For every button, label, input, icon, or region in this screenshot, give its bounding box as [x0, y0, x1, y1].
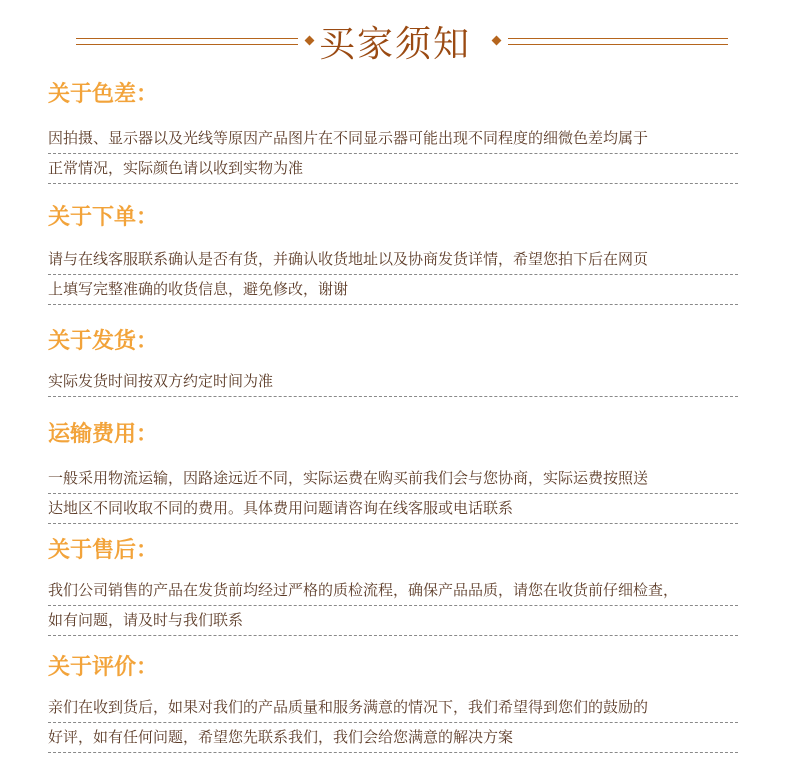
page-header	[0, 12, 790, 72]
section-text-line: 我们公司销售的产品在发货前均经过严格的质检流程，确保产品品质，请您在收货前仔细检查，	[48, 576, 738, 606]
section-shipping	[48, 327, 738, 397]
section-text-line: 正常情况，实际颜色请以收到实物为准	[48, 154, 738, 184]
section-heading: 关于发货：	[48, 329, 159, 354]
section-heading: 关于评价：	[48, 655, 159, 680]
section-heading: 关于色差：	[48, 82, 159, 107]
section-text-line: 好评，如有任何问题，希望您先联系我们，我们会给您满意的解决方案	[48, 723, 738, 753]
section-text-line: 达地区不同收取不同的费用。具体费用问题请咨询在线客服或电话联系	[48, 494, 738, 524]
section-text-line: 因拍摄、显示器以及光线等原因产品图片在不同显示器可能出现不同程度的细微色差均属于	[48, 124, 738, 154]
section-text-line: 请与在线客服联系确认是否有货，并确认收货地址以及协商发货详情，希望您拍下后在网页	[48, 245, 738, 275]
header-right-rule	[508, 38, 728, 45]
section-after-sales	[48, 536, 738, 636]
section-text-line: 一般采用物流运输，因路途远近不同，实际运费在购买前我们会与您协商，实际运费按照送	[48, 464, 738, 494]
section-text-line: 如有问题，请及时与我们联系	[48, 606, 738, 636]
section-color-difference	[48, 80, 738, 184]
section-heading: 关于售后：	[48, 538, 159, 563]
section-text-line: 上填写完整准确的收货信息，避免修改，谢谢	[48, 275, 738, 305]
section-heading: 关于下单：	[48, 205, 159, 230]
section-ordering	[48, 203, 738, 305]
section-text-line: 实际发货时间按双方约定时间为准	[48, 367, 738, 397]
section-text-line: 亲们在收到货后，如果对我们的产品质量和服务满意的情况下，我们希望得到您们的鼓励的	[48, 693, 738, 723]
page-title: 买家须知	[318, 24, 471, 65]
section-shipping-fee	[48, 420, 738, 524]
section-heading: 运输费用：	[48, 422, 159, 447]
section-review	[48, 653, 738, 753]
